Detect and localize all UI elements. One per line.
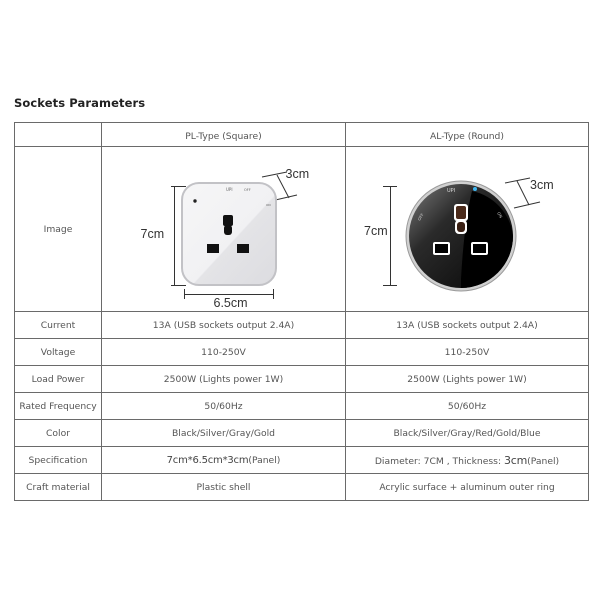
header-empty-cell — [15, 123, 102, 147]
svg-text:UPI: UPI — [225, 187, 233, 192]
table-row-image — [15, 147, 589, 312]
table-row-voltage — [15, 339, 589, 366]
square-spec-suffix: (Panel) — [248, 454, 281, 466]
table-row-craft-material — [15, 474, 589, 501]
round-socket-icon — [404, 179, 518, 293]
height-label: 7cm — [364, 224, 388, 238]
svg-text:UPI: UPI — [447, 188, 456, 194]
row-label: Rated Frequency — [15, 393, 102, 420]
depth-label: 3cm — [285, 167, 310, 181]
header-al-type: AL-Type (Round) — [346, 123, 589, 147]
table-row-color — [15, 420, 589, 447]
round-value: 13A (USB sockets output 2.4A) — [346, 312, 589, 339]
height-label: 7cm — [140, 227, 165, 241]
square-value: Plastic shell — [102, 474, 346, 501]
header-pl-type: PL-Type (Square) — [102, 123, 346, 147]
row-label: Voltage — [15, 339, 102, 366]
svg-text:ON: ON — [265, 203, 271, 207]
height-dimension-line — [174, 186, 175, 286]
square-value: 13A (USB sockets output 2.4A) — [102, 312, 346, 339]
row-label: Current — [15, 312, 102, 339]
row-label: Craft material — [15, 474, 102, 501]
round-spec-suffix: (Panel) — [527, 455, 560, 467]
width-label: 6.5cm — [213, 296, 248, 310]
table-row-load-power — [15, 366, 589, 393]
round-spec-thickness: 3cm — [503, 453, 528, 467]
table-row-rated-frequency — [15, 393, 589, 420]
height-dimension-line — [390, 186, 391, 286]
row-label: Specification — [15, 447, 102, 474]
square-value — [102, 447, 346, 474]
round-value — [346, 447, 589, 474]
svg-text:ON: ON — [496, 211, 504, 219]
round-value: 2500W (Lights power 1W) — [346, 366, 589, 393]
round-value: Acrylic surface + aluminum outer ring — [346, 474, 589, 501]
row-label: Load Power — [15, 366, 102, 393]
width-dimension-line — [184, 294, 274, 295]
square-value: Black/Silver/Gray/Gold — [102, 420, 346, 447]
round-value: 50/60Hz — [346, 393, 589, 420]
sockets-parameters-table — [14, 122, 589, 501]
square-socket-image-cell — [102, 147, 346, 312]
round-spec-prefix: Diameter: 7CM , Thickness: — [374, 455, 504, 467]
round-socket-figure — [347, 149, 587, 309]
square-value: 110-250V — [102, 339, 346, 366]
depth-label: 3cm — [530, 178, 554, 192]
row-label: Color — [15, 420, 102, 447]
square-value: 50/60Hz — [102, 393, 346, 420]
round-value: 110-250V — [346, 339, 589, 366]
row-label: Image — [15, 147, 102, 312]
svg-text:OFF: OFF — [243, 188, 251, 192]
round-value: Black/Silver/Gray/Red/Gold/Blue — [346, 420, 589, 447]
square-socket-icon — [181, 182, 277, 286]
table-row-specification — [15, 447, 589, 474]
table-row-current — [15, 312, 589, 339]
square-spec-dimensions: 7cm*6.5cm*3cm — [166, 454, 249, 466]
square-socket-figure — [104, 149, 344, 309]
round-socket-image-cell — [346, 147, 589, 312]
square-value: 2500W (Lights power 1W) — [102, 366, 346, 393]
svg-text:OFF: OFF — [416, 212, 425, 222]
table-header-row — [15, 123, 589, 147]
page-title: Sockets Parameters — [14, 96, 146, 110]
